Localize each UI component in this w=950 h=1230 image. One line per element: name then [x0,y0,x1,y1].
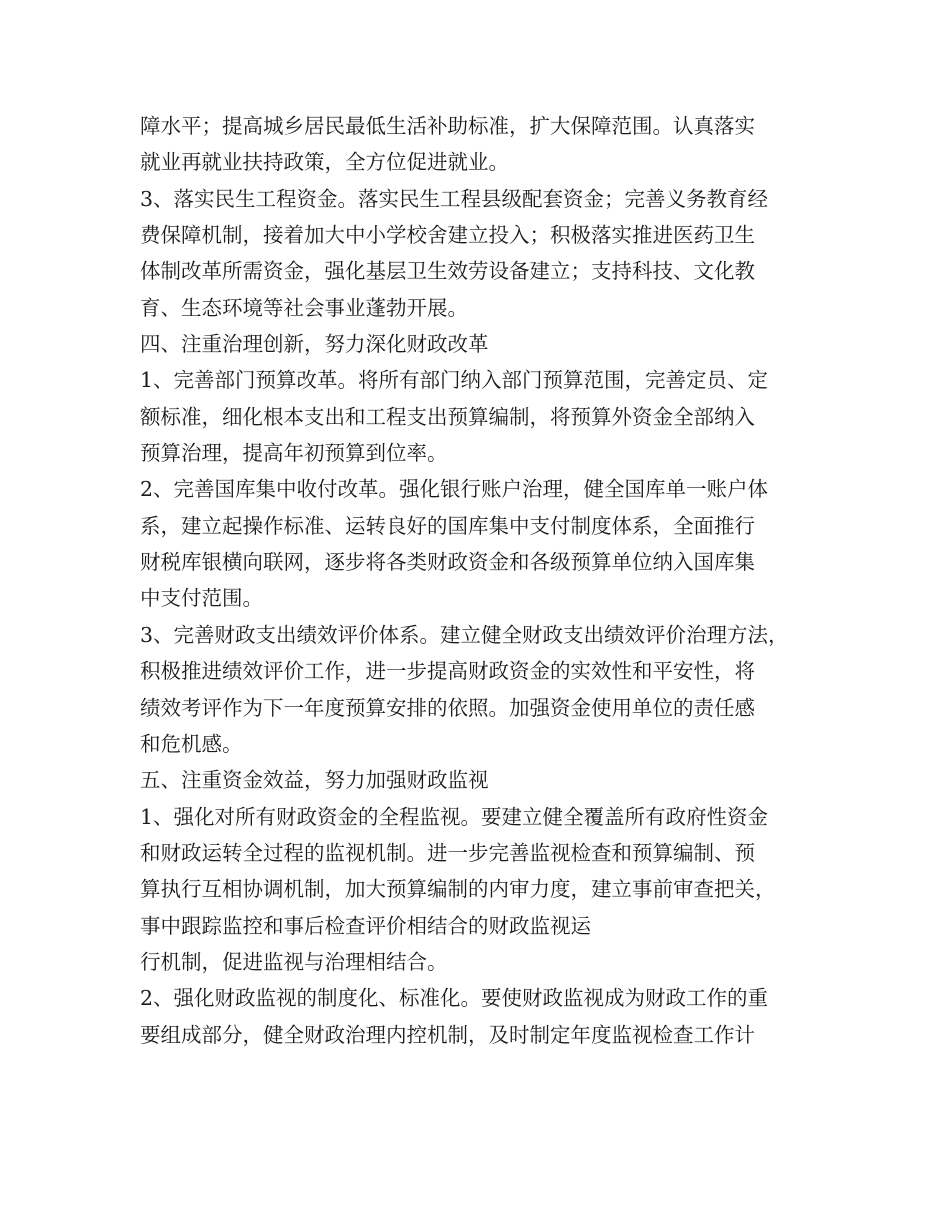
text-line: 2、强化财政监视的制度化、标准化。要使财政监视成为财政工作的重 [140,986,769,1011]
text-line: 就业再就业扶持政策，全方位促进就业。 [140,150,509,175]
text-line: 额标准，细化根本支出和工程支出预算编制，将预算外资金全部纳入 [140,404,755,429]
text-line: 绩效考评作为下一年度预算安排的依照。加强资金使用单位的责任感 [140,695,755,720]
text-line: 费保障机制，接着加大中小学校舍建立投入；积极落实推进医药卫生 [140,223,755,248]
text-line: 和财政运转全过程的监视机制。进一步完善监视检查和预算编制、预 [140,840,755,865]
text-line: 财税库银横向联网，逐步将各类财政资金和各级预算单位纳入国库集 [140,550,755,575]
text-line: 积极推进绩效评价工作，进一步提高财政资金的实效性和平安性，将 [140,659,755,684]
text-line: 育、生态环境等社会事业蓬勃开展。 [140,295,468,320]
text-line: 障水平；提高城乡居民最低生活补助标准，扩大保障范围。认真落实 [140,114,755,138]
text-line: 中支付范围。 [140,586,263,611]
document-body [140,108,830,1053]
text-line: 行机制，促进监视与治理相结合。 [140,949,448,974]
text-line: 体制改革所需资金，强化基层卫生效劳设备建立；支持科技、文化教 [140,259,755,284]
text-line: 3、落实民生工程资金。落实民生工程县级配套资金；完善义务教育经 [140,186,769,211]
text-line: 要组成部分，健全财政治理内控机制，及时制定年度监视检查工作计 [140,1022,755,1047]
text-line: 3、完善财政支出绩效评价体系。建立健全财政支出绩效评价治理方法， [140,622,789,647]
text-line: 算执行互相协调机制，加大预算编制的内审力度，建立事前审查把关， [140,877,776,902]
text-line: 1、强化对所有财政资金的全程监视。要建立健全覆盖所有政府性资金 [140,804,769,829]
section-heading: 四、注重治理创新，努力深化财政改革 [140,332,489,357]
text-line: 预算治理，提高年初预算到位率。 [140,441,448,466]
text-line: 系，建立起操作标准、运转良好的国库集中支付制度体系，全面推行 [140,513,755,538]
text-line: 事中跟踪监控和事后检查评价相结合的财政监视运 [140,913,591,938]
text-line: 2、完善国库集中收付改革。强化银行账户治理，健全国库单一账户体 [140,477,769,502]
text-line: 和危机感。 [140,731,243,756]
section-heading: 五、注重资金效益，努力加强财政监视 [140,768,489,793]
text-line: 1、完善部门预算改革。将所有部门纳入部门预算范围，完善定员、定 [140,368,769,393]
